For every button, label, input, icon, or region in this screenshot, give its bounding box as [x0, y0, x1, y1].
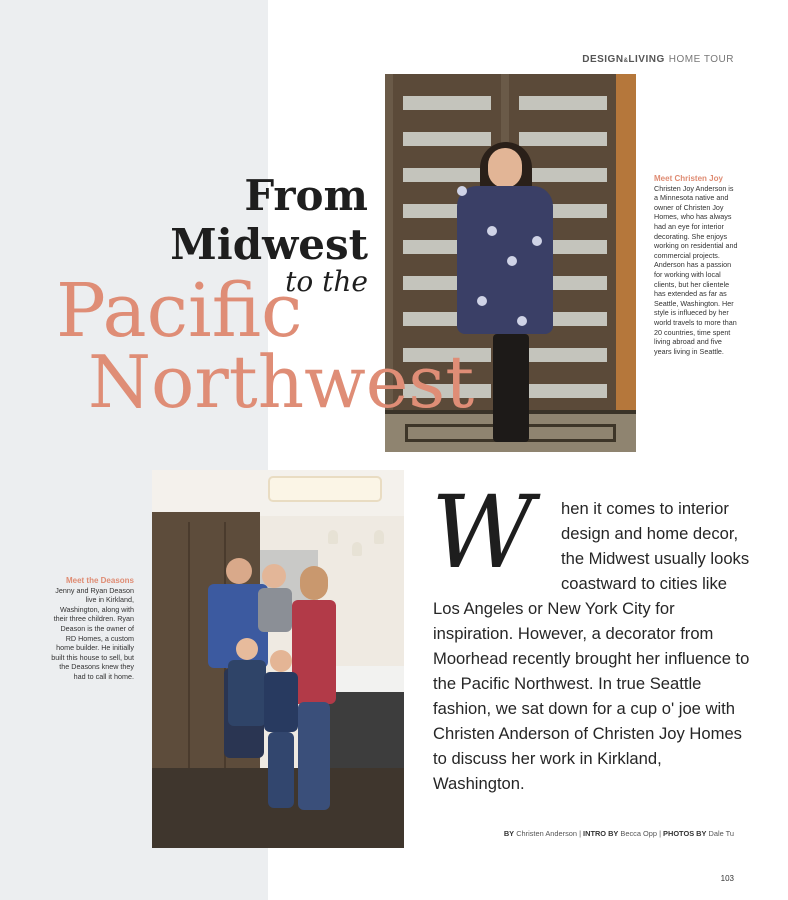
section-label: HOME TOUR: [668, 54, 734, 65]
credit-photographer: Dale Tu: [708, 829, 734, 838]
title-northwest: Northwest: [88, 340, 475, 424]
boy-jeans: [268, 732, 294, 808]
man-head: [226, 558, 252, 584]
boy-shirt: [264, 672, 298, 732]
credit-separator: |: [659, 829, 661, 838]
kitchen-ceiling: [152, 470, 404, 516]
woman-boots: [493, 334, 529, 442]
woman-face: [488, 148, 522, 188]
credit-intro-label: INTRO BY: [583, 829, 619, 838]
credit-separator: |: [579, 829, 581, 838]
caption-title: Meet Christen Joy: [654, 174, 723, 183]
jenny-shirt: [292, 600, 336, 704]
toddler-body: [258, 588, 292, 632]
pendant-light: [352, 542, 362, 556]
pendant-light: [374, 530, 384, 544]
dropcap-spacer: [433, 496, 561, 596]
caption-text: Jenny and Ryan Deason live in Kirkland, Washington, along with their three children. Ryan Deason is the owner of RD Homes, a custom home builder. He initially built this house to sell, but the Deasons knew they had to call it home.: [51, 585, 134, 681]
magazine-header: [582, 54, 734, 65]
woman-dress: [457, 186, 553, 334]
credit-by-label: BY: [503, 829, 515, 838]
credit-author: Christen Anderson: [516, 829, 577, 838]
jenny-head: [300, 566, 328, 600]
drop-cap: W: [431, 474, 534, 591]
page-number: 103: [720, 874, 734, 883]
brand-logo: DESIGN&LIVING: [582, 54, 665, 65]
article-credits: [504, 829, 734, 838]
girl-head: [236, 638, 258, 660]
article-body-text: hen it comes to interior design and home decor, the Midwest usually looks coastward to cities like Los Angeles or New York City for inspiration. However, a decorator from Moorhead recently brought her influence to the Pacific Northwest. In true Seattle fashion, we sat down for a cup o' joe with Christen Anderson of Christen Joy Homes to discuss her work in Kirkland, Washington.: [433, 499, 750, 793]
jenny-jeans: [298, 702, 330, 810]
pendant-light: [328, 530, 338, 544]
title-from: From: [244, 171, 368, 220]
credit-photos-label: PHOTOS BY: [663, 829, 707, 838]
caption-deasons: [50, 576, 134, 682]
toddler-head: [262, 564, 286, 588]
caption-title: Meet the Deasons: [65, 576, 134, 585]
title-pacific: Pacific: [56, 268, 303, 354]
credit-intro-name: Becca Opp: [620, 829, 657, 838]
girl-jacket: [228, 660, 266, 726]
caption-text: Christen Joy Anderson is a Minnesota native and owner of Christen Joy Homes, who has always had an eye for interior decorating. She enjoys working on residential and commercial projects. Anderson has a passion for working with local clients, but her clientele has extended as far as Seattle, Washington. Her style is influeced by her world travels to more than 20 countries, time spent living abroad and five years living in Seattle.: [654, 183, 738, 356]
boy-head: [270, 650, 292, 672]
title-midwest: Midwest: [170, 220, 368, 269]
caption-christen-joy: [654, 174, 738, 356]
photo-deason-family: [152, 470, 404, 848]
door-trim: [616, 74, 636, 422]
article-body: [433, 496, 751, 796]
title-to-the: to the: [285, 265, 368, 298]
